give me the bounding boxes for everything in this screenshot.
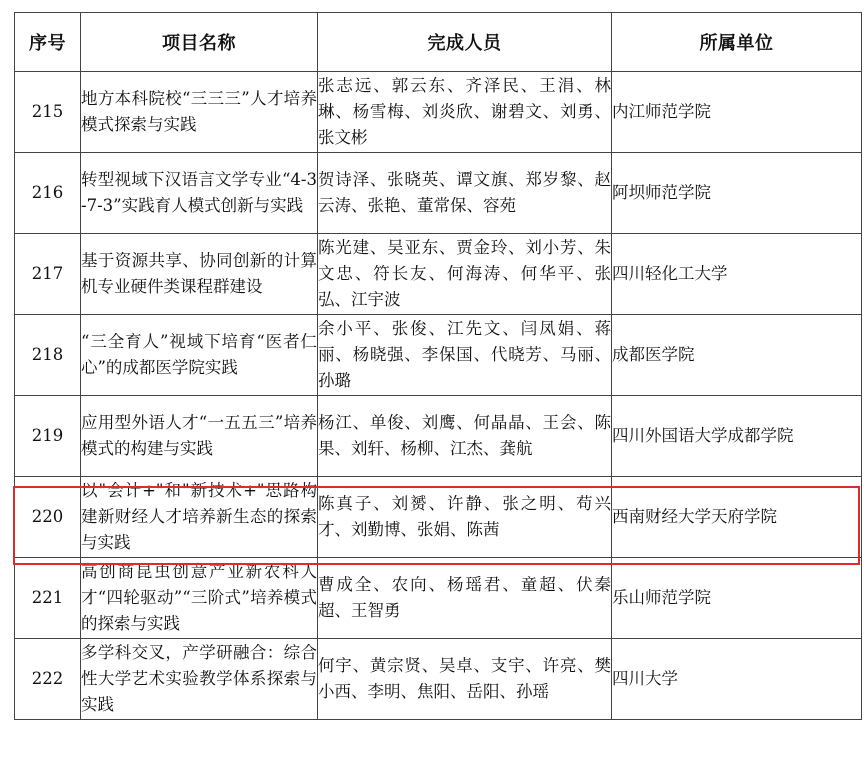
header-members: 完成人员: [318, 13, 612, 72]
table-row: [15, 315, 862, 396]
row-project-name: 地方本科院校“三三三”人才培养模式探索与实践: [81, 72, 318, 153]
table-body: [15, 72, 862, 720]
row-members: 陈真子、刘赟、许静、张之明、苟兴才、刘勤博、张娟、陈茜: [318, 477, 612, 558]
row-unit: 成都医学院: [612, 315, 862, 396]
row-number: 218: [15, 315, 81, 396]
row-members: 陈光建、吴亚东、贾金玲、刘小芳、朱文忠、符长友、何海涛、何华平、张弘、江宇波: [318, 234, 612, 315]
row-number: 221: [15, 558, 81, 639]
table-row: [15, 72, 862, 153]
row-members: 何宇、黄宗贤、吴卓、支宇、许亮、樊小西、李明、焦阳、岳阳、孙瑶: [318, 639, 612, 720]
row-members: 贺诗泽、张晓英、谭文旗、郑岁黎、赵云涛、张艳、董常保、容苑: [318, 153, 612, 234]
table-row: [15, 153, 862, 234]
table-row: [15, 234, 862, 315]
row-project-name: “三全育人”视域下培育“医者仁心”的成都医学院实践: [81, 315, 318, 396]
row-project-name: 应用型外语人才“一五五三”培养模式的构建与实践: [81, 396, 318, 477]
row-unit: 西南财经大学天府学院: [612, 477, 862, 558]
row-members: 曹成全、农向、杨瑶君、童超、伏秦超、王智勇: [318, 558, 612, 639]
row-project-name: 基于资源共享、协同创新的计算机专业硬件类课程群建设: [81, 234, 318, 315]
row-unit: 阿坝师范学院: [612, 153, 862, 234]
row-project-name: 多学科交叉，产学研融合：综合性大学艺术实验教学体系探索与实践: [81, 639, 318, 720]
row-number: 220: [15, 477, 81, 558]
row-unit: 四川轻化工大学: [612, 234, 862, 315]
row-unit: 内江师范学院: [612, 72, 862, 153]
header-project-name: 项目名称: [81, 13, 318, 72]
row-number: 216: [15, 153, 81, 234]
row-number: 215: [15, 72, 81, 153]
award-projects-table: [14, 12, 862, 720]
row-unit: 四川外国语大学成都学院: [612, 396, 862, 477]
row-number: 222: [15, 639, 81, 720]
row-project-name: 高创商昆虫创意产业新农科人才“四轮驱动”“三阶式”培养模式的探索与实践: [81, 558, 318, 639]
row-number: 217: [15, 234, 81, 315]
table-row-highlighted: [15, 477, 862, 558]
row-project-name: 以"会计+"和"新技术+"思路构建新财经人才培养新生态的探索与实践: [81, 477, 318, 558]
row-number: 219: [15, 396, 81, 477]
row-members: 杨江、单俊、刘鹰、何晶晶、王会、陈果、刘轩、杨柳、江杰、龚航: [318, 396, 612, 477]
row-unit: 乐山师范学院: [612, 558, 862, 639]
header-unit: 所属单位: [612, 13, 862, 72]
table-row: [15, 639, 862, 720]
row-project-name: 转型视域下汉语言文学专业“4-3-7-3”实践育人模式创新与实践: [81, 153, 318, 234]
row-members: 张志远、郭云东、齐泽民、王涓、林琳、杨雪梅、刘炎欣、谢碧文、刘勇、张文彬: [318, 72, 612, 153]
table-row: [15, 396, 862, 477]
header-number: 序号: [15, 13, 81, 72]
table-row: [15, 558, 862, 639]
table-header: [15, 13, 862, 72]
row-unit: 四川大学: [612, 639, 862, 720]
row-members: 余小平、张俊、江先文、闫凤娟、蒋丽、杨晓强、李保国、代晓芳、马丽、孙璐: [318, 315, 612, 396]
header-row: [15, 13, 862, 72]
